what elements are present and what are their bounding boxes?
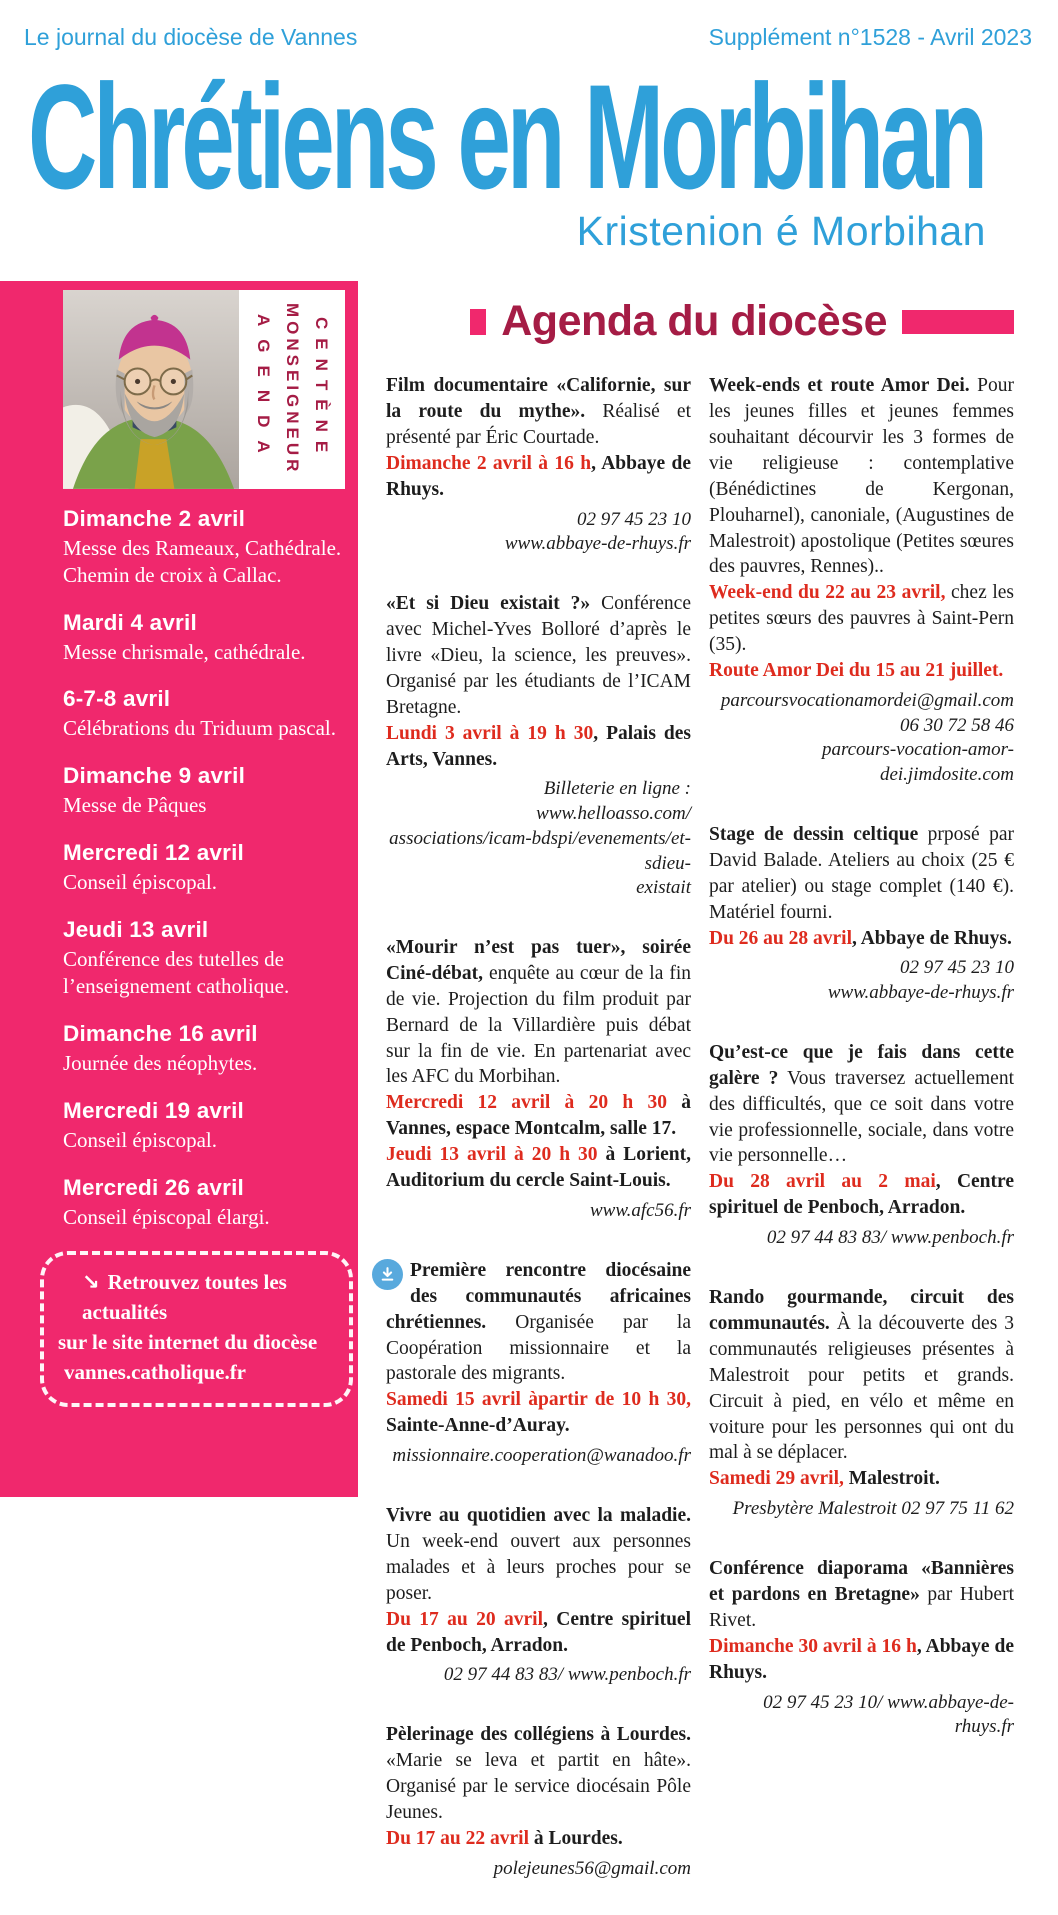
vertical-label-word: AGENDA (254, 313, 273, 466)
agenda-item-date: Dimanche 9 avril (63, 763, 246, 789)
info-box-line: sur le site internet du diocèse (58, 1330, 318, 1355)
sidebar-agenda-item (63, 610, 345, 666)
event-paragraph (386, 1387, 691, 1439)
event-title-text: Première rencontre diocésaine des communautés africaines chrétiennes. (386, 1259, 691, 1333)
event-body-text: par Hubert Rivet. (709, 1583, 1014, 1631)
event-paragraph (386, 591, 691, 721)
event-contact-line: Billeterie en ligne : www.helloasso.com/ (536, 778, 691, 825)
event-body-text: enquête au cœur de la fin de vie. Projection du film produit par Bernard de la Villardière puis débat sur la fin de vie. En partenariat avec les AFC du Morbihan. (386, 962, 691, 1088)
event-date-text: Lundi 3 avril à 19 h 30 (386, 722, 594, 744)
event-paragraph (386, 373, 691, 451)
event-body-text: Pour les jeunes filles et jeunes femmes souhaitant décourvir les 3 formes de vie religieuse : contemplative (Bénédictines de Kergonan, Plouharnel), canoniale, (Augustines de Malestroit) apostolique (Petites sœures des pauvres, Rennes).. (709, 375, 1014, 578)
body-row (0, 281, 1058, 1879)
bishop-agenda-sidebar (0, 281, 358, 1497)
event-entry (386, 373, 691, 557)
arrow-down-right-icon: ↘ (82, 1270, 100, 1295)
event-title-text: à Lorient, Auditorium du cercle Saint-Louis. (386, 1144, 691, 1192)
agenda-item-text: Chemin de croix à Callac. (63, 562, 282, 587)
event-title-text: Stage de dessin celtique (709, 823, 919, 845)
agenda-item-date: Dimanche 16 avril (63, 1020, 258, 1046)
vertical-label-word: CENTÈNE (312, 317, 331, 462)
vertical-label-word: MONSEIGNEUR (283, 303, 302, 476)
event-date-text: Samedi 29 avril, (709, 1468, 844, 1490)
event-date-text: Route Amor Dei du 15 au 21 juillet. (709, 660, 1004, 682)
event-columns (386, 373, 1014, 1915)
event-title-text: «Mourir n’est pas tuer», soirée Ciné-débat, (386, 936, 691, 984)
event-contact-line: 06 30 72 58 46 (900, 714, 1014, 736)
agenda-item-text: Conseil épiscopal. (63, 1127, 217, 1152)
event-contact-line: polejeunes56@gmail.com (493, 1857, 691, 1879)
event-title-text: Malestroit. (843, 1468, 940, 1490)
event-paragraph (709, 1169, 1014, 1221)
event-contact-line: 02 97 45 23 10/ www.abbaye-de-rhuys.fr (763, 1691, 1014, 1738)
masthead-header (0, 0, 1058, 281)
event-body-text: À la découverte des 3 communautés religieuses présentes à Malestroit pour petits et grands. Circuit à pied, en vélo et même en voiture pour les personnes qui ont du mal à se déplacer. (709, 1312, 1014, 1464)
event-title-text: , Abbaye de Rhuys. (709, 1635, 1014, 1683)
event-paragraph (709, 1285, 1014, 1466)
event-paragraph (709, 1634, 1014, 1686)
event-entry (709, 822, 1014, 1006)
event-body-text: chez les petites sœurs des pauvres à Saint-Pern (35). (709, 582, 1014, 656)
event-paragraph (386, 1722, 691, 1826)
agenda-item-text: Conseil épiscopal. (63, 870, 217, 895)
event-body-text: Vous traversez actuellement des difficultés, que ce soit dans votre vie professionnelle, sociale, dans votre vie personnelle… (709, 1067, 1014, 1167)
bishop-photo-block (63, 290, 345, 489)
info-box-line (58, 1268, 335, 1328)
event-title-text: Vivre au quotidien avec la maladie. (386, 1504, 691, 1526)
agenda-item-text: Conférence des tutelles de (63, 947, 284, 972)
event-body-text: prposé par David Balade. Ateliers au choix (25 € par atelier) ou stage complet (140 €). Matériel fourni. (709, 823, 1014, 923)
event-contact-line: 02 97 44 83 83/ www.penboch.fr (766, 1227, 1014, 1249)
event-contact-line: parcours-vocation-amor-dei.jimdosite.com (821, 739, 1014, 786)
event-contact-line: www.abbaye-de-rhuys.fr (827, 982, 1014, 1004)
event-body-text: «Marie se leva et partit en hâte». Organisé par le service diocésain Pôle Jeunes. (386, 1750, 691, 1823)
sidebar-agenda-item (63, 1175, 345, 1231)
agenda-item-date: 6-7-8 avril (63, 686, 171, 712)
event-title-text: , Centre spirituel de Penboch, Arradon. (386, 1608, 692, 1656)
agenda-item-text: Messe chrismale, cathédrale. (63, 639, 306, 664)
event-contact-line: 02 97 45 23 10 (900, 957, 1014, 979)
event-entry (709, 1285, 1014, 1522)
event-paragraph (386, 1503, 691, 1607)
event-contact-line: associations/icam-bdspi/evenements/et-sdieu- (389, 827, 691, 874)
newspaper-subtitle: Kristenion é Morbihan (576, 208, 986, 254)
agenda-item-text: l’enseignement catholique. (63, 973, 290, 998)
event-date-text: Dimanche 30 avril à 16 h (709, 1635, 917, 1657)
event-paragraph (386, 1607, 691, 1659)
event-contact-line: existait (636, 877, 691, 899)
event-column-2 (709, 373, 1014, 1915)
agenda-item-text: Journée des néophytes. (63, 1050, 258, 1075)
sidebar-agenda-item (63, 1098, 345, 1154)
download-icon (372, 1259, 403, 1290)
agenda-item-text: Messe de Pâques (63, 793, 207, 818)
agenda-item-text: Messe des Rameaux, Cathédrale. (63, 535, 342, 560)
event-contact-line: missionnaire.cooperation@wanadoo.fr (392, 1445, 691, 1467)
newspaper-title: Chrétiens en Morbihan (28, 54, 985, 221)
event-column-1 (386, 373, 691, 1915)
event-title-text: Sainte-Anne-d’Auray. (386, 1415, 570, 1437)
agenda-item-date: Jeudi 13 avril (63, 917, 209, 943)
bishop-photo (63, 290, 239, 489)
info-box-text: Retrouvez toutes les actualités (82, 1270, 287, 1325)
event-entry (386, 591, 691, 901)
event-entry (386, 1258, 691, 1469)
event-paragraph (386, 721, 691, 773)
event-paragraph (709, 1556, 1014, 1634)
event-entry (386, 1722, 691, 1881)
event-entry (386, 1503, 691, 1688)
event-paragraph (386, 935, 691, 1091)
masthead-row (0, 0, 1058, 51)
event-date-text: Jeudi 13 avril à 20 h 30 (386, 1144, 598, 1166)
agenda-item-text: Célébrations du Triduum pascal. (63, 716, 336, 741)
event-title-text: à Vannes, espace Montcalm, salle 17. (386, 1092, 692, 1140)
event-paragraph (709, 1466, 1014, 1492)
event-paragraph (709, 658, 1014, 684)
event-title-text: «Et si Dieu existait ?» (386, 592, 591, 614)
event-title-text: Rando gourmande, circuit des communautés. (709, 1286, 1014, 1334)
event-contact-line: www.afc56.fr (590, 1200, 691, 1222)
masthead-issue-text: Supplément n°1528 - Avril 2023 (708, 24, 1032, 50)
event-date-text: Week-end du 22 au 23 avril, (709, 582, 946, 604)
main-content (358, 281, 1058, 1879)
event-paragraph (709, 373, 1014, 580)
masthead-left-text: Le journal du diocèse de Vannes (24, 24, 358, 50)
bishop-agenda-list (63, 506, 345, 1252)
event-entry (709, 1556, 1014, 1740)
event-date-text: Mercredi 12 avril à 20 h 30 (386, 1092, 667, 1114)
agenda-item-date: Mercredi 19 avril (63, 1097, 245, 1123)
event-title-text: , Abbaye de Rhuys. (852, 927, 1012, 949)
event-date-text: Du 17 au 20 avril (386, 1608, 544, 1630)
event-date-text: Du 26 au 28 avril (709, 927, 853, 949)
event-title-text: , Palais des Arts, Vannes. (386, 722, 691, 770)
event-paragraph (709, 926, 1014, 952)
event-title-text: , Abbaye de Rhuys. (386, 452, 691, 500)
website-url: vannes.catholique.fr (64, 1359, 247, 1384)
agenda-item-date: Mercredi 12 avril (63, 840, 245, 866)
event-entry (386, 935, 691, 1224)
sidebar-agenda-item (63, 917, 345, 1000)
event-title-text: Qu’est-ce que je fais dans cette galère ? (709, 1041, 1014, 1089)
event-contact-line: 02 97 44 83 83/ www.penboch.fr (443, 1664, 691, 1686)
event-contact-line: parcoursvocationamordei@gmail.com (720, 690, 1014, 712)
event-date-text: Du 28 avril au 2 mai (709, 1171, 936, 1193)
event-paragraph (386, 1826, 691, 1852)
event-paragraph (709, 580, 1014, 658)
event-paragraph (386, 451, 691, 503)
event-body-text: Conférence avec Michel-Yves Bolloré d’après le livre «Dieu, la science, les preuves». Organisé par les étudiants de l’ICAM Bretagne. (386, 592, 691, 718)
agenda-item-text: Conseil épiscopal élargi. (63, 1204, 270, 1229)
title-bar-decoration (902, 310, 1014, 334)
event-title-text: Pèlerinage des collégiens à Lourdes. (386, 1724, 691, 1746)
event-title-text: Film documentaire «Californie, sur la route du mythe». (386, 375, 691, 422)
event-body-text: Réalisé et présenté par Éric Courtade. (386, 400, 691, 448)
vertical-label (239, 290, 345, 489)
website-info-box (40, 1251, 353, 1406)
event-paragraph (386, 1258, 691, 1388)
event-title-text: Conférence diaporama «Bannières et pardons en Bretagne» (709, 1558, 1014, 1605)
section-title: Agenda du diocèse (501, 297, 887, 345)
event-entry (709, 373, 1014, 788)
event-paragraph (386, 1090, 691, 1142)
event-paragraph (709, 822, 1014, 926)
sidebar-agenda-item (63, 506, 345, 589)
agenda-item-date: Mercredi 26 avril (63, 1174, 245, 1200)
event-date-text: Dimanche 2 avril à 16 h (386, 452, 592, 474)
sidebar-agenda-item (63, 840, 345, 896)
sidebar-agenda-item (63, 763, 345, 819)
event-body-text: Un week-end ouvert aux personnes malades et à leurs proches pour se poser. (386, 1530, 691, 1604)
event-title-text: , Centre spirituel de Penboch, Arradon. (709, 1171, 1014, 1219)
event-title-text: Week-ends et route Amor Dei. (709, 375, 970, 396)
section-title-row (386, 297, 1014, 346)
sidebar-agenda-item (63, 686, 345, 742)
event-paragraph (709, 1040, 1014, 1170)
event-entry (709, 1040, 1014, 1251)
event-contact-line: 02 97 45 23 10 (577, 508, 691, 530)
event-title-text: à Lourdes. (529, 1827, 623, 1849)
event-contact-line: www.abbaye-de-rhuys.fr (504, 533, 691, 555)
event-body-text: Organisée par la Coopération missionnaire et la pastorale des migrants. (386, 1311, 691, 1385)
event-paragraph (386, 1142, 691, 1194)
sidebar-agenda-item (63, 1021, 345, 1077)
event-contact-line: Presbytère Malestroit 02 97 75 11 62 (732, 1498, 1014, 1520)
agenda-item-date: Mardi 4 avril (63, 609, 197, 635)
event-date-text: Samedi 15 avril àpartir de 10 h 30, (386, 1389, 691, 1411)
agenda-item-date: Dimanche 2 avril (63, 505, 246, 531)
event-date-text: Du 17 au 22 avril (386, 1827, 530, 1849)
square-bullet-icon (470, 309, 486, 335)
